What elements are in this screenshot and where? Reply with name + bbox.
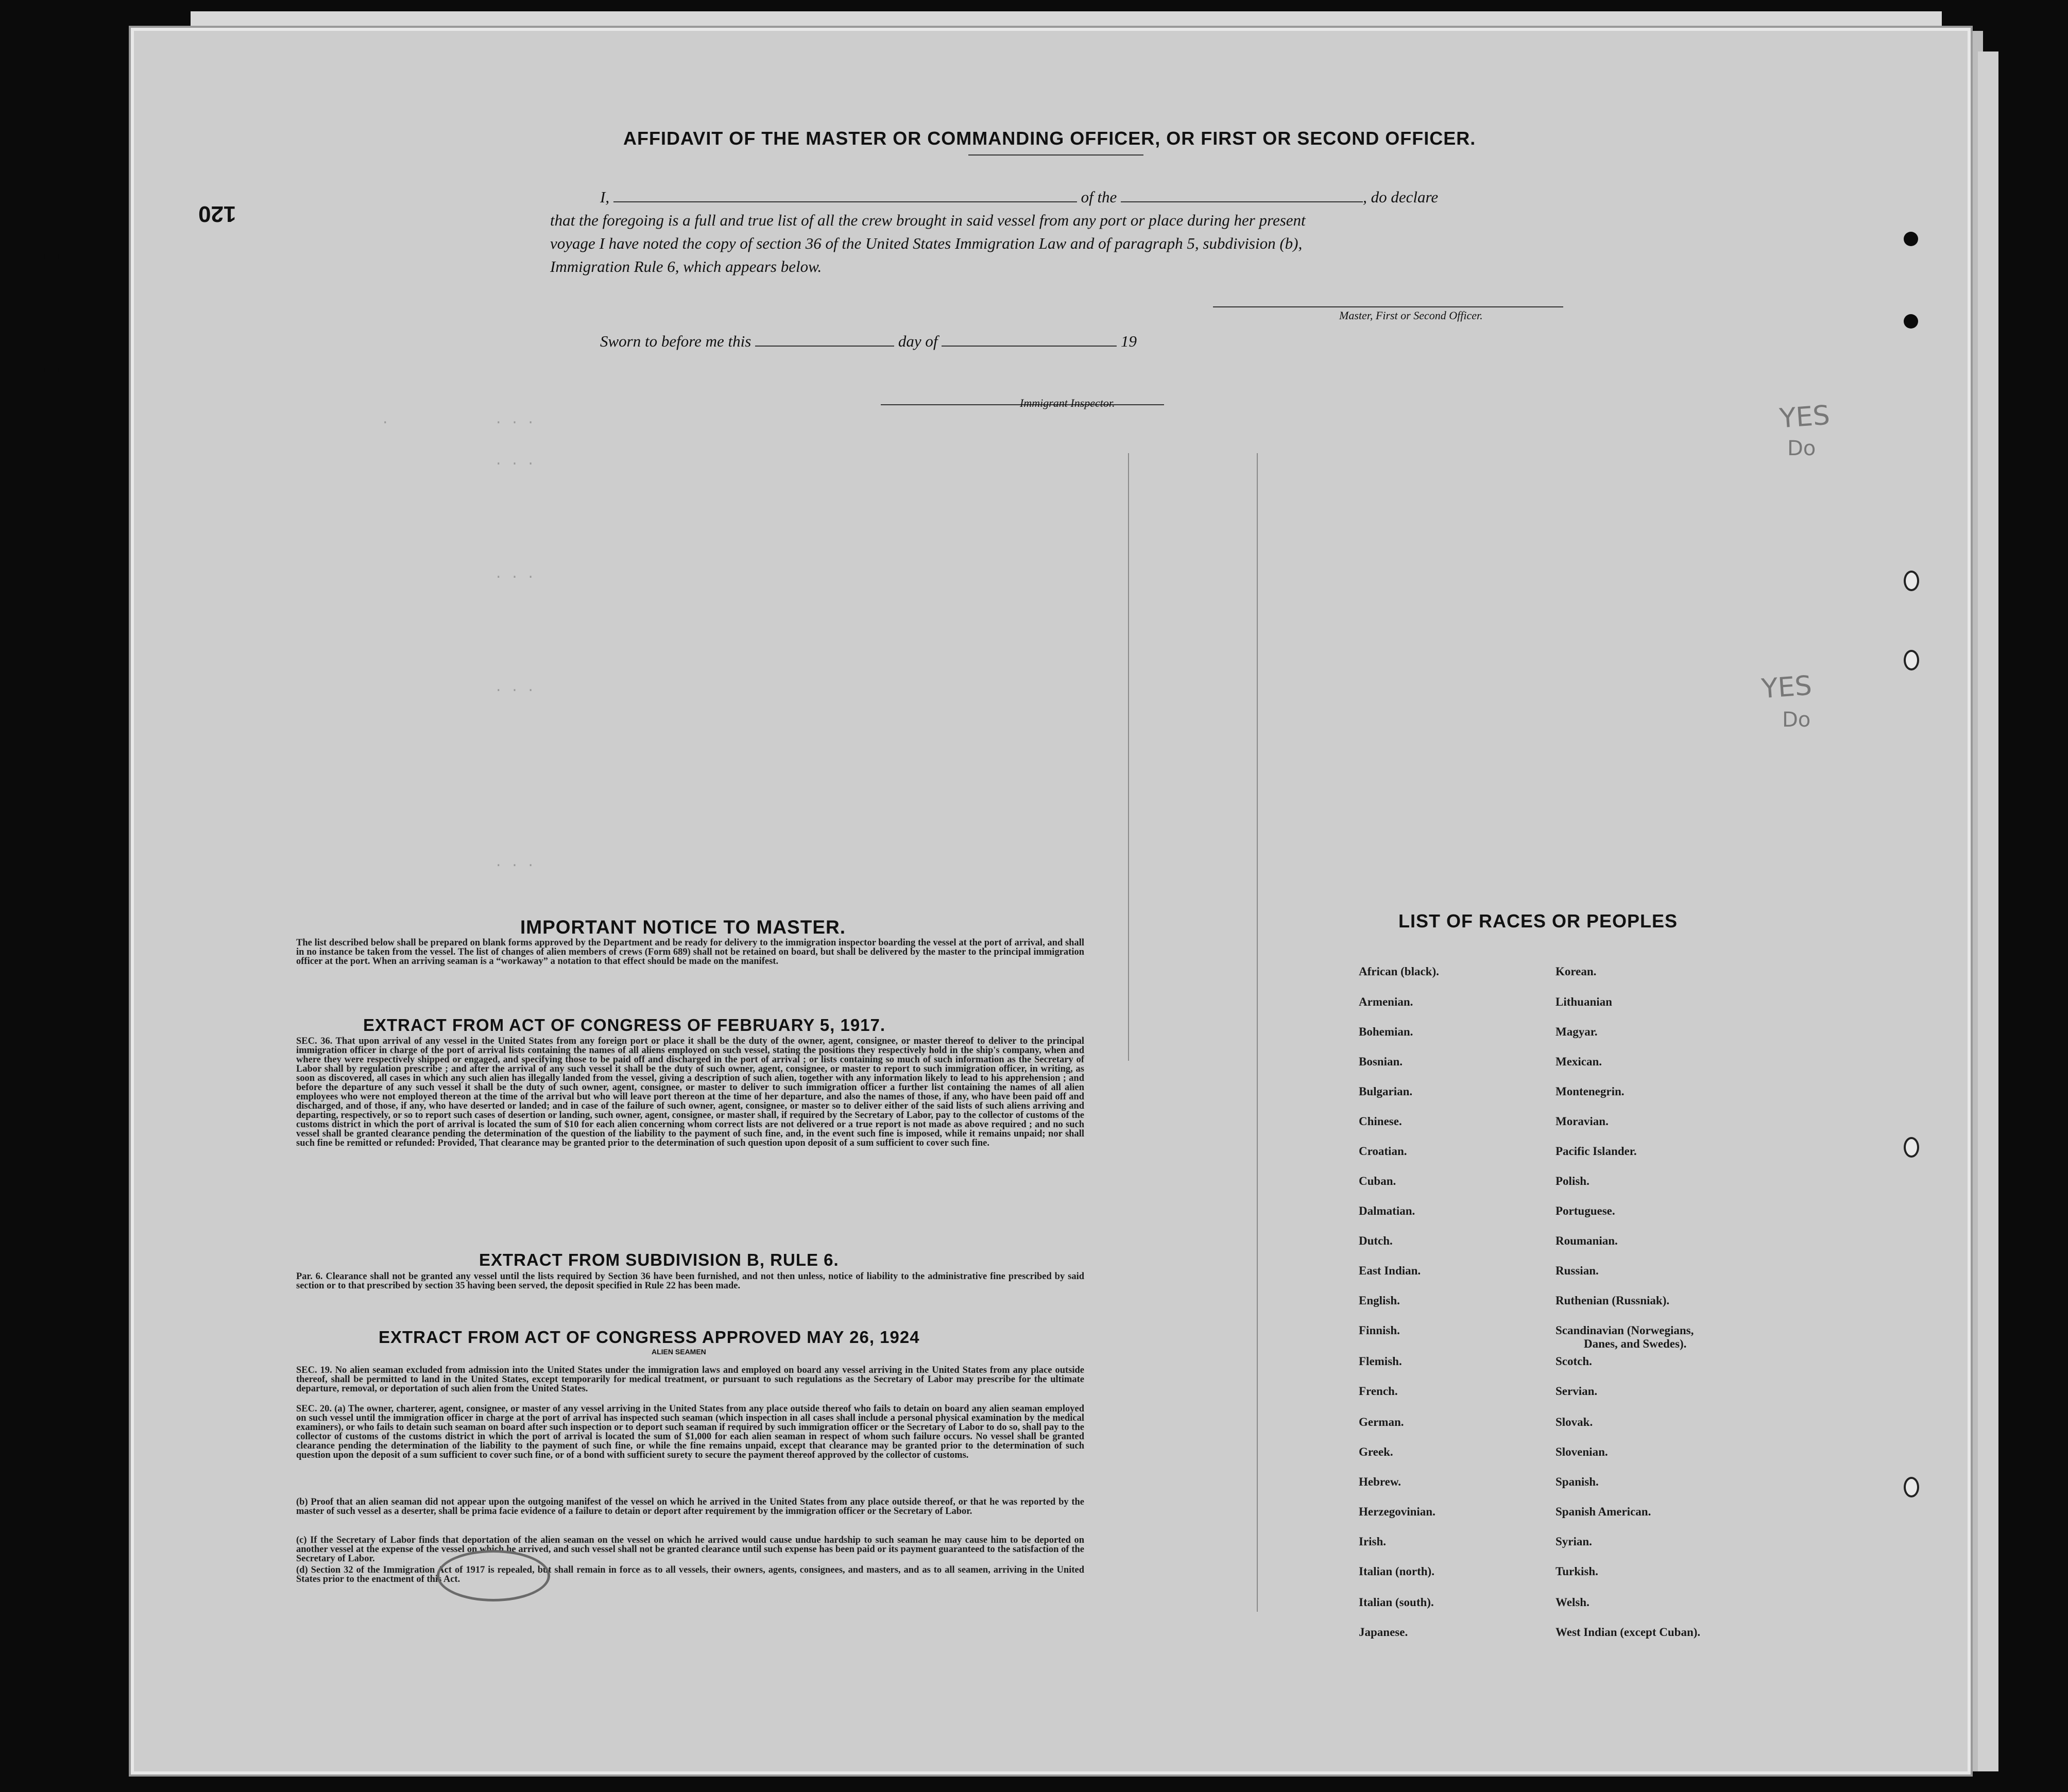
race-item: Finnish. <box>1359 1324 1400 1337</box>
race-item: Bosnian. <box>1359 1055 1403 1068</box>
race-item: Moravian. <box>1556 1115 1609 1128</box>
notice-title: IMPORTANT NOTICE TO MASTER. <box>520 917 846 938</box>
race-item: Polish. <box>1556 1175 1590 1187</box>
official-stamp <box>437 1550 550 1601</box>
affidavit-line-2: that the foregoing is a full and true list of all the crew brought in said vessel from any port or place during her present <box>550 211 1306 229</box>
ghost-mark: . . . <box>494 453 535 469</box>
ghost-mark: . . . <box>494 566 535 582</box>
race-item: Spanish American. <box>1556 1505 1651 1518</box>
race-item: English. <box>1359 1294 1400 1307</box>
race-item: Welsh. <box>1556 1596 1590 1609</box>
extract-1924-sec20: SEC. 20. (a) The owner, charterer, agent, consignee, or master of any vessel arriving in the United States from any place outside thereof who fails to detain on board any alien seaman employed on such vessel until the immigration officer in charge at the port of arrival has inspected such seaman (which inspection in all cases shall include a personal physical examination by the medical examiners), or who fails to detain such seaman on board after such inspection or to deport such seaman if required by such immigration officer or the Secretary of Labor to do so, shall pay to the collector of customs of the customs district in which the port of arrival is located the sum of $1,000 for each alien seaman in respect of whom such failure occurs. No vessel shall be granted clearance pending the determination of the liability to the payment of such fine, or while the fine remains unpaid, except that clearance may be granted prior to the determination of such question upon the deposit of a sum sufficient to cover such fine, or of a bond with sufficient surety to secure the payment thereof approved by the collector of customs. <box>296 1404 1084 1460</box>
punch-hole <box>1904 232 1918 246</box>
extract-1917-title: EXTRACT FROM ACT OF CONGRESS OF FEBRUARY 5, 1917. <box>363 1015 886 1035</box>
extract-rule6-text: Par. 6. Clearance shall not be granted any vessel until the lists required by Section 36 have been furnished, and not then unless, notice of liability to the administrative fine prescribed by said section or to that prescribed by section 35 having been served, the deposit specified in Rule 22 has been made. <box>296 1271 1084 1291</box>
race-item: French. <box>1359 1385 1398 1398</box>
ghost-mark: . . . <box>494 855 535 870</box>
affidavit-declare-label: , do declare <box>1363 188 1439 206</box>
handwritten-do: Do <box>1782 708 1811 732</box>
race-item: Lithuanian <box>1556 995 1612 1008</box>
notice-text: The list described below shall be prepared on blank forms approved by the Department and be ready for delivery to the immigration inspector boarding the vessel at the port of arrival, and shall in no instance be taken from the vessel. The list of changes of alien members of crews (Form 689) shall not be retained on board, but shall be delivered by the master to the principal immigration officer at the port. When an arriving seaman is a “workaway” a notation to that effect should be made on the manifest. <box>296 938 1084 967</box>
vessel-blank[interactable] <box>1121 201 1363 202</box>
ghost-mark: . <box>381 412 389 427</box>
race-item: Mexican. <box>1556 1055 1602 1068</box>
margin-page-number: 120 <box>198 201 236 227</box>
race-item: Russian. <box>1556 1264 1599 1277</box>
affidavit-line-3: voyage I have noted the copy of section 36 of the United States Immigration Law and of paragraph 5, subdivision (b), <box>550 234 1303 252</box>
race-item: Herzegovinian. <box>1359 1505 1435 1518</box>
punch-hole <box>44 363 59 377</box>
ghost-mark: . . . <box>494 680 535 695</box>
race-item: Italian (north). <box>1359 1565 1434 1578</box>
race-item: Italian (south). <box>1359 1596 1434 1609</box>
race-item: Croatian. <box>1359 1145 1407 1158</box>
extract-1924-b: (b) Proof that an alien seaman did not appear upon the outgoing manifest of the vessel on which he arrived in the United States from any place outside thereof, or that he was reported by the master of such vessel as a deserter, shall be prima facie evidence of a failure to detain or deport after requirement by the immigration officer or the Secretary of Labor. <box>296 1497 1084 1517</box>
extract-1924-subtitle: ALIEN SEAMEN <box>652 1348 706 1356</box>
affidavit-line-4: Immigration Rule 6, which appears below. <box>550 257 822 275</box>
punch-hole <box>44 250 59 264</box>
extract-1924-title: EXTRACT FROM ACT OF CONGRESS APPROVED MAY 26, 1924 <box>379 1328 920 1347</box>
race-item: Hebrew. <box>1359 1475 1401 1488</box>
race-item: Bohemian. <box>1359 1025 1413 1038</box>
race-item: Armenian. <box>1359 995 1413 1008</box>
handwritten-yes: YES <box>1779 400 1831 435</box>
race-item: Irish. <box>1359 1535 1387 1548</box>
extract-1924-c: (c) If the Secretary of Labor finds that deportation of the alien seaman on the vessel on which he arrived would cause undue hardship to such seaman he may cause him to be deported on another vessel at the expense of the vessel on which he arrived, and such vessel shall not be granted clearance until such expense has been paid or its payment guaranteed to the satisfaction of the Secretary of Labor. <box>296 1535 1084 1564</box>
race-item: Chinese. <box>1359 1115 1402 1128</box>
sworn-day-blank[interactable] <box>755 346 894 347</box>
race-item: Roumanian. <box>1556 1234 1618 1247</box>
race-item: Turkish. <box>1556 1565 1598 1578</box>
race-item: Bulgarian. <box>1359 1085 1413 1098</box>
affidavit-of-label: of the <box>1081 188 1117 206</box>
handwritten-yes: YES <box>1761 670 1813 705</box>
punch-hole <box>1904 1477 1919 1497</box>
race-item: Syrian. <box>1556 1535 1592 1548</box>
extract-1924-d: (d) Section 32 of the Immigration Act of 1917 is repealed, but shall remain in force as to all vessels, their owners, agents, consignees, and masters, and as to all seamen, arriving in the United States prior to the enactment of this Act. <box>296 1565 1084 1584</box>
race-item: Korean. <box>1556 965 1597 978</box>
race-item: Dutch. <box>1359 1234 1393 1247</box>
extract-1924-sec19: SEC. 19. No alien seaman excluded from admission into the United States under the immigration laws and employed on board any vessel arriving in the United States from any place outside thereof, shall be permitted to land in the United States, except temporarily for medical treatment, or pursuant to such regulations as the Secretary of Labor may prescribe for the ultimate departure, removal, or deportation of such alien from the United States. <box>296 1365 1084 1394</box>
race-item: Portuguese. <box>1556 1204 1615 1217</box>
race-item: Greek. <box>1359 1445 1393 1458</box>
race-item: Pacific Islander. <box>1556 1145 1637 1158</box>
inspector-label: Immigrant Inspector. <box>1020 397 1115 409</box>
day-of-label: day of <box>898 332 938 350</box>
punch-hole <box>1904 1137 1919 1158</box>
race-item: German. <box>1359 1416 1404 1428</box>
race-item: Japanese. <box>1359 1626 1408 1639</box>
master-signature-label: Master, First or Second Officer. <box>1339 309 1483 322</box>
race-item: Servian. <box>1556 1385 1598 1398</box>
race-item: Slovak. <box>1556 1416 1593 1428</box>
sworn-label: Sworn to before me this <box>600 332 751 350</box>
affidavit-line-1 <box>600 188 1537 206</box>
race-item-continuation: Danes, and Swedes). <box>1584 1337 1687 1350</box>
affidavit-title: AFFIDAVIT OF THE MASTER OR COMMANDING OFFICER, OR FIRST OR SECOND OFFICER. <box>623 128 1476 149</box>
back-sheet-3 <box>1978 51 1998 1771</box>
race-item: Slovenian. <box>1556 1445 1608 1458</box>
race-item: Magyar. <box>1556 1025 1598 1038</box>
handwritten-do: Do <box>1787 437 1816 460</box>
race-item: Dalmatian. <box>1359 1204 1415 1217</box>
title-underline <box>968 154 1143 156</box>
race-item: Montenegrin. <box>1556 1085 1625 1098</box>
ghost-column-rule <box>1128 453 1129 1061</box>
race-item: Scotch. <box>1556 1355 1592 1368</box>
race-item: Ruthenian (Russniak). <box>1556 1294 1670 1307</box>
ghost-mark: . . . <box>494 412 535 427</box>
sworn-line <box>600 332 1373 351</box>
extract-rule6-title: EXTRACT FROM SUBDIVISION B, RULE 6. <box>479 1250 839 1269</box>
race-item: African (black). <box>1359 965 1439 978</box>
punch-hole <box>1904 314 1918 329</box>
punch-hole <box>1904 571 1919 591</box>
affidavit-i-label: I, <box>600 188 610 206</box>
race-item: Spanish. <box>1556 1475 1599 1488</box>
year-label: 19 <box>1120 332 1137 350</box>
name-blank[interactable] <box>613 201 1077 202</box>
races-title: LIST OF RACES OR PEOPLES <box>1398 910 1678 932</box>
race-item: Flemish. <box>1359 1355 1402 1368</box>
ghost-column-rule <box>1257 453 1258 1612</box>
race-item: Scandinavian (Norwegians, <box>1556 1324 1694 1337</box>
race-item: East Indian. <box>1359 1264 1421 1277</box>
race-item: West Indian (except Cuban). <box>1556 1626 1701 1639</box>
race-item: Cuban. <box>1359 1175 1396 1187</box>
sworn-month-blank[interactable] <box>942 346 1117 347</box>
master-signature-line[interactable] <box>1213 306 1563 307</box>
punch-hole <box>1904 650 1919 670</box>
extract-1917-text: SEC. 36. That upon arrival of any vessel in the United States from any foreign port or place it shall be the duty of the owner, agent, consignee, or master thereof to deliver to the principal immigration officer in charge of the port of arrival lists containing the names of all aliens employed on such vessel, stating the positions they respectively hold in the ship's company, when and where they were respectively shipped or engaged, and specifying those to be paid off and discharged in the port of arrival ; or lists containing so much of such information as the Secretary of Labor shall by regulation prescribe ; and after the arrival of any such vessel it shall be the duty of such owner, agent, consignee, or master to report to such immigration officer, in writing, as soon as discovered, all cases in which any such alien has illegally landed from the vessel, giving a description of such alien, together with any information likely to lead to his apprehension ; and before the departure of any such vessel it shall be the duty of such owner, agent, consignee, or master to deliver to such immigration officer a further list containing the names of all alien employees who were not employed thereon at the time of the arrival but who will leave port thereon at the time of her departure, and also the names of those, if any, who have been paid off and discharged, and of those, if any, who have deserted or landed; and in case of the failure of such owner, agent, consignee, or master so to deliver either of the said lists of such aliens arriving and departing, respectively, or so to report such cases of desertion or landing, such owner, agent, consignee, or master shall, if required by the Secretary of Labor, pay to the collector of customs of the customs district in which the port of arrival is located the sum of $10 for each alien concerning whom correct lists are not delivered or a true report is not made as above required ; and no such vessel shall be granted clearance pending the determination of the question of the liability to the payment of such fine, and, in the event such fine is imposed, while it remains unpaid; nor shall such fine be remitted or refunded: Provided, That clearance may be granted prior to the determination of such question upon deposit of a sum sufficient to cover such fine. <box>296 1036 1084 1148</box>
